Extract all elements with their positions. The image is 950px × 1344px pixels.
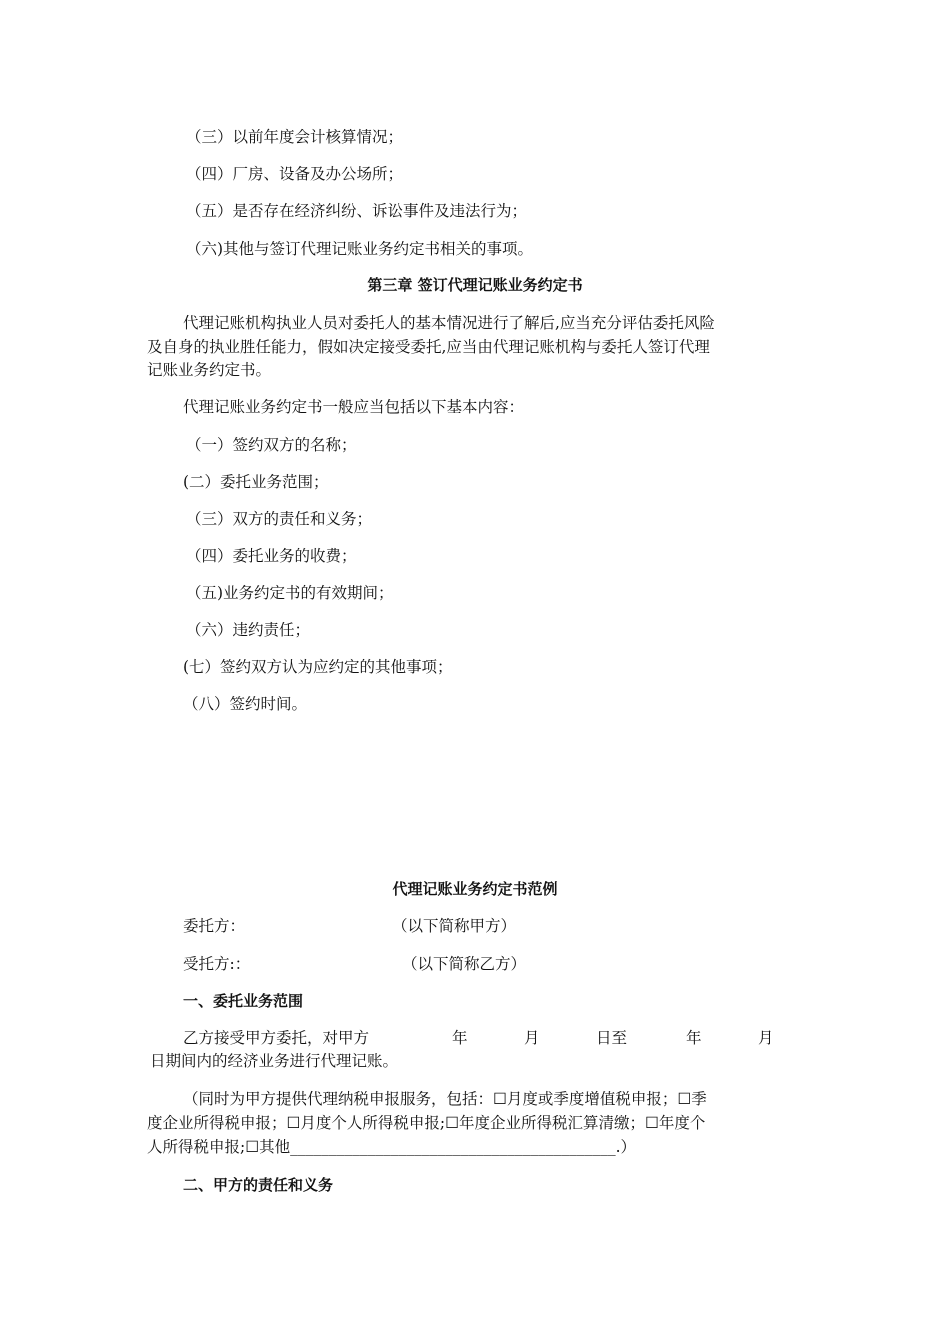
scope-month-start: 月 <box>524 1029 540 1047</box>
scope-day-start: 日至 <box>596 1029 628 1047</box>
section-heading: 二、甲方的责任和义务 <box>183 1176 334 1194</box>
list-item: （五）是否存在经济纠纷、诉讼事件及违法行为； <box>186 202 528 220</box>
agent-note: （以下简称乙方） <box>402 955 527 973</box>
section-heading: 一、委托业务范围 <box>183 992 304 1010</box>
list-item: （一）签约双方的名称； <box>186 436 357 454</box>
scope-year-end: 年 <box>686 1029 702 1047</box>
paragraph-line: 记账业务约定书。 <box>147 361 272 379</box>
list-item: （四）厂房、设备及办公场所； <box>186 165 404 183</box>
list-item: （四）委托业务的收费； <box>186 547 357 565</box>
list-item: （五)业务约定书的有效期间； <box>186 584 394 602</box>
scope-year-start: 年 <box>452 1029 468 1047</box>
list-item: (七）签约双方认为应约定的其他事项； <box>183 658 453 676</box>
list-item: (二）委托业务范围； <box>183 473 329 491</box>
list-item: （三）双方的责任和义务； <box>186 510 373 528</box>
client-label: 委托方： <box>183 917 246 935</box>
tax-line: （同时为甲方提供代理纳税申报服务，包括：☐月度或季度增值税申报；☐季 <box>183 1090 707 1108</box>
chapter-title: 第三章 签订代理记账业务约定书 <box>367 276 583 294</box>
list-item: （八）签约时间。 <box>183 695 308 713</box>
scope-line-2: 日期间内的经济业务进行代理记账。 <box>150 1052 399 1070</box>
scope-month-end: 月 <box>758 1029 774 1047</box>
agent-label: 受托方:： <box>183 955 251 973</box>
tax-line: 人所得税申报;☐其他__________________________________________.） <box>147 1138 637 1156</box>
list-item: （三）以前年度会计核算情况； <box>186 128 404 146</box>
scope-text: 乙方接受甲方委托，对甲方 <box>183 1029 370 1047</box>
paragraph-line: 及自身的执业胜任能力，假如决定接受委托,应当由代理记账机构与委托人签订代理 <box>147 338 710 356</box>
list-item: （六)其他与签订代理记账业务约定书相关的事项。 <box>186 240 534 258</box>
tax-line: 度企业所得税申报；☐月度个人所得税申报;☐年度企业所得税汇算清缴；☐年度个 <box>147 1114 706 1132</box>
paragraph-line: 代理记账机构执业人员对委托人的基本情况进行了解后,应当充分评估委托风险 <box>183 314 715 332</box>
list-item: （六）违约责任； <box>186 621 311 639</box>
paragraph: 代理记账业务约定书一般应当包括以下基本内容： <box>183 398 525 416</box>
client-note: （以下简称甲方） <box>392 917 517 935</box>
sample-title: 代理记账业务约定书范例 <box>392 880 558 898</box>
